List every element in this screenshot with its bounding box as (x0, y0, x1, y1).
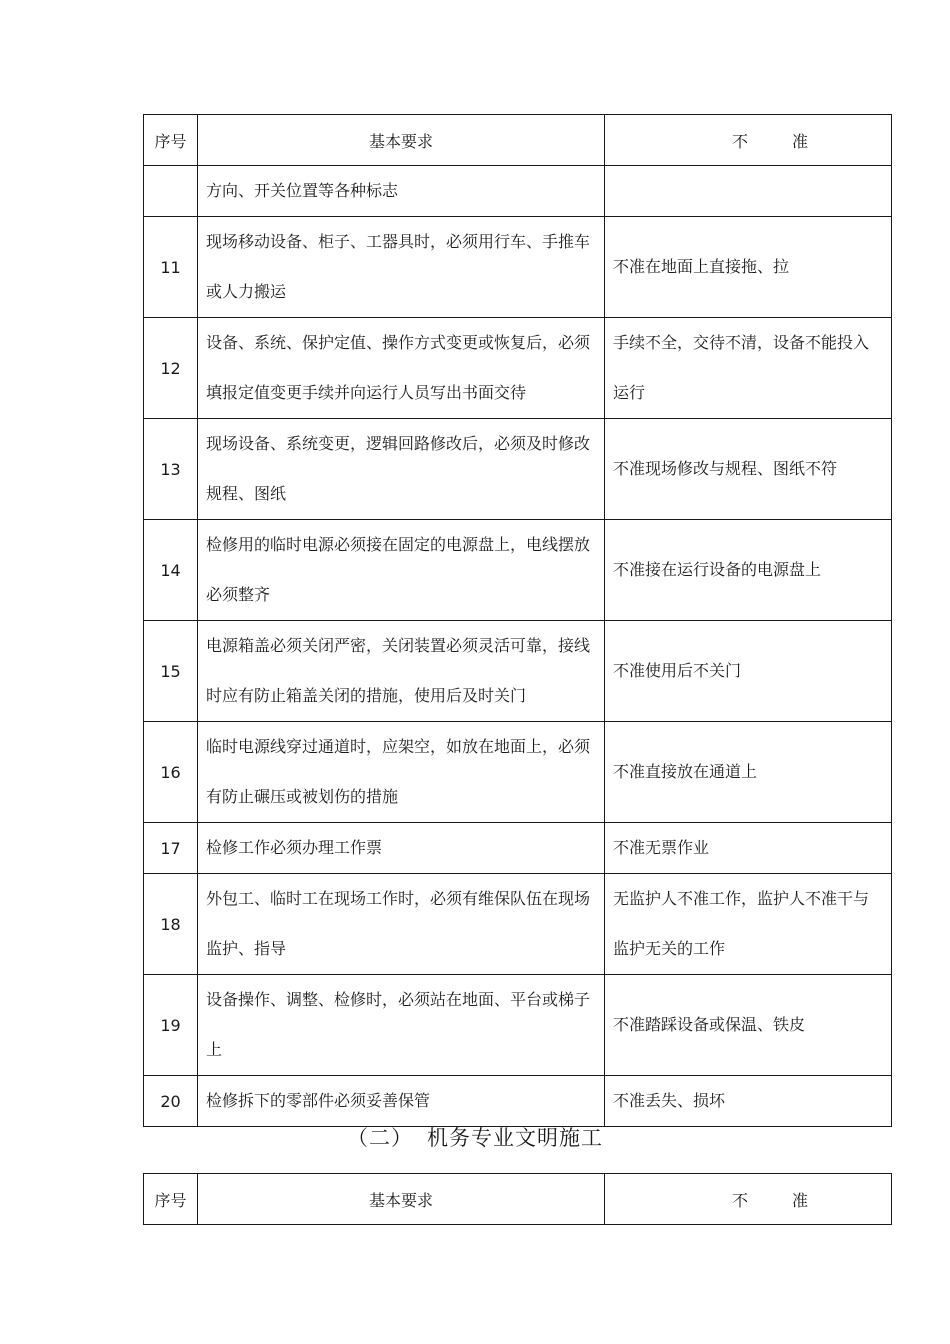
row-requirement: 设备、系统、保护定值、操作方式变更或恢复后，必须填报定值变更手续并向运行人员写出书面交待 (198, 318, 605, 419)
row-requirement: 设备操作、调整、检修时，必须站在地面、平台或梯子上 (198, 975, 605, 1076)
row-number: 20 (144, 1076, 198, 1127)
table-row (144, 621, 892, 722)
row-requirement: 方向、开关位置等各种标志 (198, 166, 605, 217)
row-number: 17 (144, 823, 198, 874)
header-serial-number: 序号 (144, 115, 198, 166)
row-forbidden: 不准现场修改与规程、图纸不符 (605, 419, 892, 520)
row-number: 13 (144, 419, 198, 520)
row-number: 12 (144, 318, 198, 419)
header-forbidden: 不准 (605, 115, 892, 166)
row-forbidden: 不准直接放在通道上 (605, 722, 892, 823)
header-serial-number: 序号 (144, 1174, 198, 1225)
row-forbidden: 不准接在运行设备的电源盘上 (605, 520, 892, 621)
table-header-row (144, 1174, 892, 1225)
table-row (144, 1076, 892, 1127)
row-number: 15 (144, 621, 198, 722)
row-number: 19 (144, 975, 198, 1076)
row-requirement: 检修拆下的零部件必须妥善保管 (198, 1076, 605, 1127)
row-number: 18 (144, 874, 198, 975)
table-header-row (144, 115, 892, 166)
row-requirement: 临时电源线穿过通道时，应架空，如放在地面上，必须有防止碾压或被划伤的措施 (198, 722, 605, 823)
row-forbidden: 不准在地面上直接拖、拉 (605, 217, 892, 318)
row-number: 16 (144, 722, 198, 823)
section-heading (0, 1122, 950, 1152)
row-requirement: 外包工、临时工在现场工作时，必须有维保队伍在现场监护、指导 (198, 874, 605, 975)
row-requirement: 检修用的临时电源必须接在固定的电源盘上，电线摆放必须整齐 (198, 520, 605, 621)
table-row (144, 874, 892, 975)
row-forbidden: 不准丢失、损坏 (605, 1076, 892, 1127)
row-forbidden: 无监护人不准工作，监护人不准干与监护无关的工作 (605, 874, 892, 975)
civilized-construction-table (143, 114, 892, 1127)
row-forbidden: 不准使用后不关门 (605, 621, 892, 722)
row-number: 14 (144, 520, 198, 621)
table-row (144, 520, 892, 621)
row-requirement: 检修工作必须办理工作票 (198, 823, 605, 874)
header-basic-requirement: 基本要求 (198, 115, 605, 166)
table-row (144, 217, 892, 318)
table-row (144, 166, 892, 217)
table-row (144, 318, 892, 419)
table-row (144, 722, 892, 823)
row-forbidden: 手续不全，交待不清，设备不能投入运行 (605, 318, 892, 419)
section-title: 机务专业文明施工 (427, 1126, 603, 1150)
row-forbidden: 不准无票作业 (605, 823, 892, 874)
table-row (144, 419, 892, 520)
row-requirement: 电源箱盖必须关闭严密，关闭装置必须灵活可靠，接线时应有防止箱盖关闭的措施，使用后及时关门 (198, 621, 605, 722)
row-requirement: 现场移动设备、柜子、工器具时，必须用行车、手推车或人力搬运 (198, 217, 605, 318)
row-forbidden: 不准踏踩设备或保温、铁皮 (605, 975, 892, 1076)
mechanical-construction-table (143, 1173, 892, 1225)
row-forbidden (605, 166, 892, 217)
section-index: （二） (347, 1126, 413, 1150)
row-requirement: 现场设备、系统变更，逻辑回路修改后，必须及时修改规程、图纸 (198, 419, 605, 520)
header-basic-requirement: 基本要求 (198, 1174, 605, 1225)
row-number: 11 (144, 217, 198, 318)
table-row (144, 975, 892, 1076)
row-number (144, 166, 198, 217)
table-row (144, 823, 892, 874)
header-forbidden: 不准 (605, 1174, 892, 1225)
